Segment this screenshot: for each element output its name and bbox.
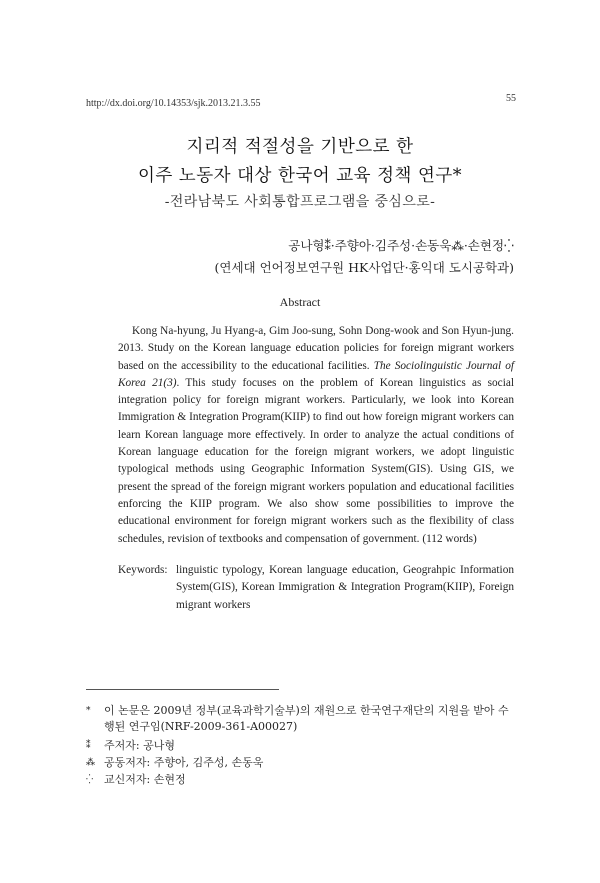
footnote-mark: ⁛ [86,775,94,785]
footnote-mark: ⁂ [86,758,95,768]
journal-name: The Sociolinguistic Journal of Korea 21(3) [118,359,514,389]
footnote-main-author [86,738,516,754]
footnote-divider [86,689,279,690]
author-names: 공나형⁑·주향아·김주성·손동욱⁂·손현정⁛ [288,238,514,253]
doi-link[interactable]: http://dx.doi.org/10.14353/sjk.2013.21.3.55 [86,98,261,109]
footnote-mark: ⁑ [86,741,91,751]
page-number: 55 [506,93,516,104]
footnote-co-authors [86,755,516,771]
footnote-funding [86,703,516,735]
abstract-text: . This study focuses on the problem of Korean linguistics as social integration policy for foreign migrant workers. Particularly, we look into Korean Immigration & Integration Program(KIIP) to find out how foreign migrant workers can learn Korean language more effectively. In order to analyze the actual conditions of Korean language education for the foreign migrant workers, we adopt linguistic typological methods using Geographic Information System(GIS). Using GIS, we present the spread of the foreign migrant workers population and educational facilities enforcing the KIIP program. We also show some possibilities to improve the educational environment for foreign migrant workers such as the flexibility of class schedules, revision of textbooks and compensation of government. (112 words) [118,376,514,545]
footnote-text: 교신저자: 손현정 [104,773,186,786]
footnote-text: 이 논문은 2009년 정부(교육과학기술부)의 재원으로 한국연구재단의 지원을 받아 수행된 연구임(NRF-2009-361-A00027) [104,704,509,733]
subtitle: -전라남북도 사회통합프로그램을 중심으로- [164,194,436,210]
footnote-mark: * [86,706,91,716]
keywords-label: Keywords: [118,564,168,576]
author-affiliation: (연세대 언어정보연구원 HK사업단·홍익대 도시공학과) [214,260,514,275]
abstract-heading: Abstract [279,295,321,309]
keywords-block [118,562,514,614]
keywords-text: linguistic typology, Korean language education, Geograhpic Information System(GIS), Korean Immigration & Integration Program(KIIP), Foreign migrant workers [176,564,514,611]
footnote-text: 주저자: 공나형 [104,739,175,752]
abstract-citation: Kong Na-hyung, Ju Hyang-a, Gim Joo-sung, Sohn Dong-wook and Son Hyun-jung. 2013. Study on the Korean language education policies for foreign migrant workers based on the accessibility to the educational facilities. [118,325,514,372]
footnote-text: 공동저자: 주향아, 김주성, 손동욱 [104,756,264,769]
footnote-corresponding-author [86,772,516,788]
title-line-1: 지리적 적절성을 기반으로 한 [186,137,414,157]
title-line-2: 이주 노동자 대상 한국어 교육 정책 연구* [137,166,463,186]
abstract-body [118,323,514,548]
